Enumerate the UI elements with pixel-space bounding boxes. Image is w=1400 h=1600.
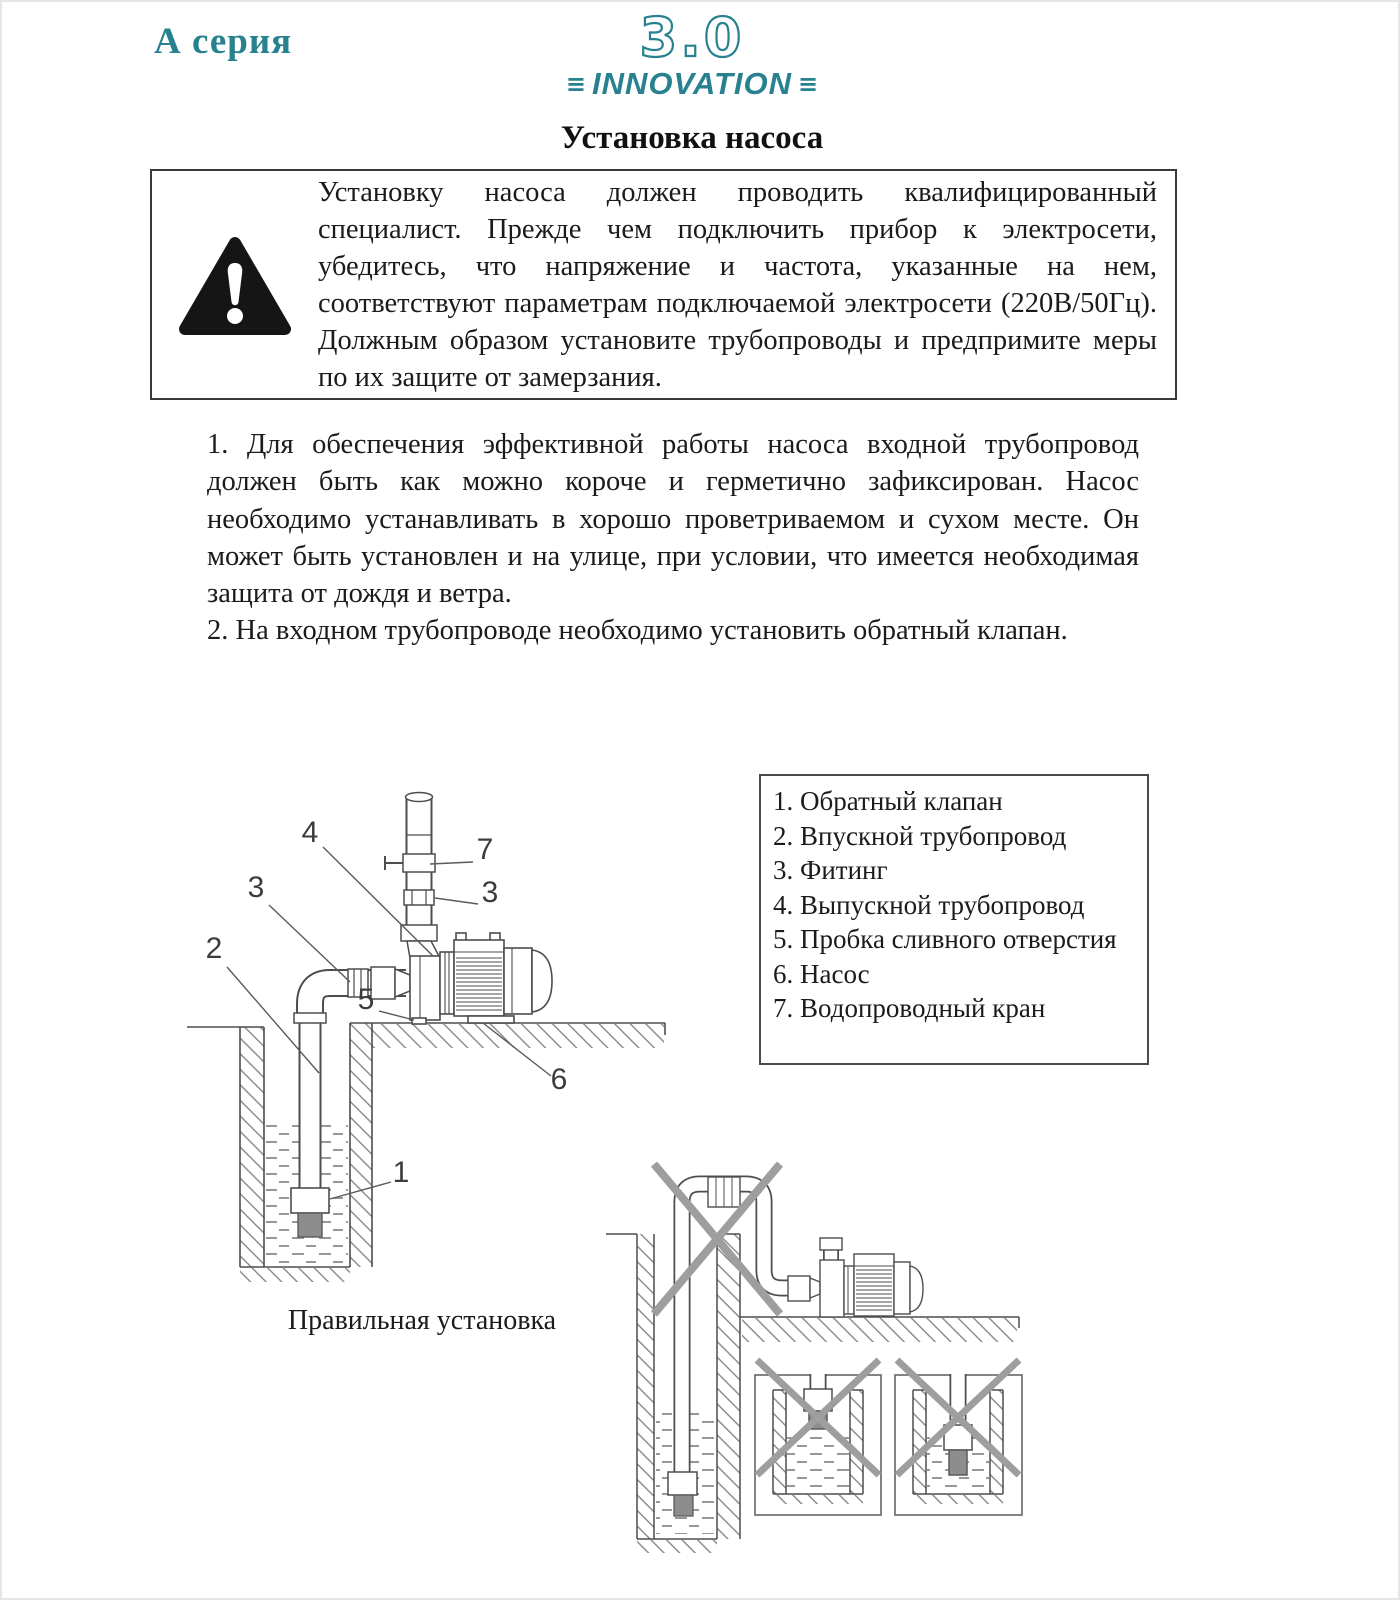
wrong-valve-box-high — [755, 1374, 881, 1515]
strainer — [674, 1495, 693, 1516]
well — [187, 1027, 350, 1282]
callout-label-fitting-suction: 3 — [247, 871, 265, 904]
fan-cover — [532, 950, 552, 1012]
instruction-item-2: 2. На входном трубопроводе необходимо установить обратный клапан. — [207, 615, 1068, 647]
callout-label-tap: 7 — [476, 833, 494, 866]
legend-item: 4. Выпускной трубопровод — [773, 889, 1085, 920]
figure-caption: Правильная установка — [287, 1305, 557, 1336]
callout-label-check-valve: 1 — [392, 1156, 410, 1189]
series-label: А серия — [154, 21, 293, 62]
legend-item: 3. Фитинг — [773, 855, 888, 885]
wrong-valve-box-deep — [895, 1374, 1022, 1515]
platform — [740, 1317, 1019, 1342]
logo-version-text: 3.0 — [639, 6, 745, 68]
water-tap — [385, 854, 435, 872]
warning-triangle-icon — [152, 233, 318, 337]
innovation-logo — [557, 6, 827, 102]
fan-cover — [910, 1266, 923, 1312]
warning-box — [150, 169, 1177, 400]
legend-item: 1. Обратный клапан — [773, 786, 1003, 816]
strainer — [298, 1213, 322, 1237]
callout-label-drain-plug: 5 — [357, 983, 375, 1016]
well — [606, 1234, 740, 1553]
outlet-pipe — [385, 793, 440, 959]
logo-equals-left-icon: ≡ — [565, 70, 586, 98]
page-title: Установка насоса — [560, 120, 824, 156]
instructions — [207, 426, 1139, 650]
logo-version-icon — [617, 6, 767, 68]
logo-equals-right-icon: ≡ — [798, 70, 819, 98]
pump — [820, 1238, 923, 1317]
legend-item: 5. Пробка сливного отверстия — [773, 924, 1117, 954]
instruction-item-1: 1. Для обеспечения эффективной работы насоса входной трубопровод должен быть как можно короче и герметично зафиксирован. Насос необходимо устанавливать в хорошо проветриваемом и сухом месте. Он может быть установлен и на улице, при условии, что имеется необходимая защита от дождя и ветра. — [207, 429, 1139, 610]
drain-plug — [412, 1018, 426, 1024]
pipe-fitting — [708, 1177, 740, 1207]
callout-label-fitting-riser: 3 — [481, 876, 499, 909]
callout-label-pump: 6 — [550, 1063, 568, 1096]
figure-incorrect-installation — [592, 1162, 1032, 1600]
legend-item: 7. Водопроводный кран — [773, 993, 1046, 1023]
legend-box — [759, 774, 1149, 1065]
pipe-fitting-riser — [404, 890, 434, 905]
logo-name-text: INNOVATION — [591, 66, 792, 101]
callout-label-outlet-pipe: 4 — [301, 816, 319, 849]
callout-label-inlet-pipe: 2 — [205, 932, 223, 965]
legend-item: 2. Впускной трубопровод — [773, 820, 1067, 851]
warning-text: Установку насоса должен проводить квалифицированный специалист. Прежде чем подключить прибор к электросети, убедитесь, что напряжение и частота, указанные на нем, соответствуют параметрам подключаемой электросети (220В/50Гц). Должным образом установите трубопроводы и предпримите меры по их защите от замерзания. — [318, 176, 1157, 393]
legend-item: 6. Насос — [773, 958, 870, 989]
